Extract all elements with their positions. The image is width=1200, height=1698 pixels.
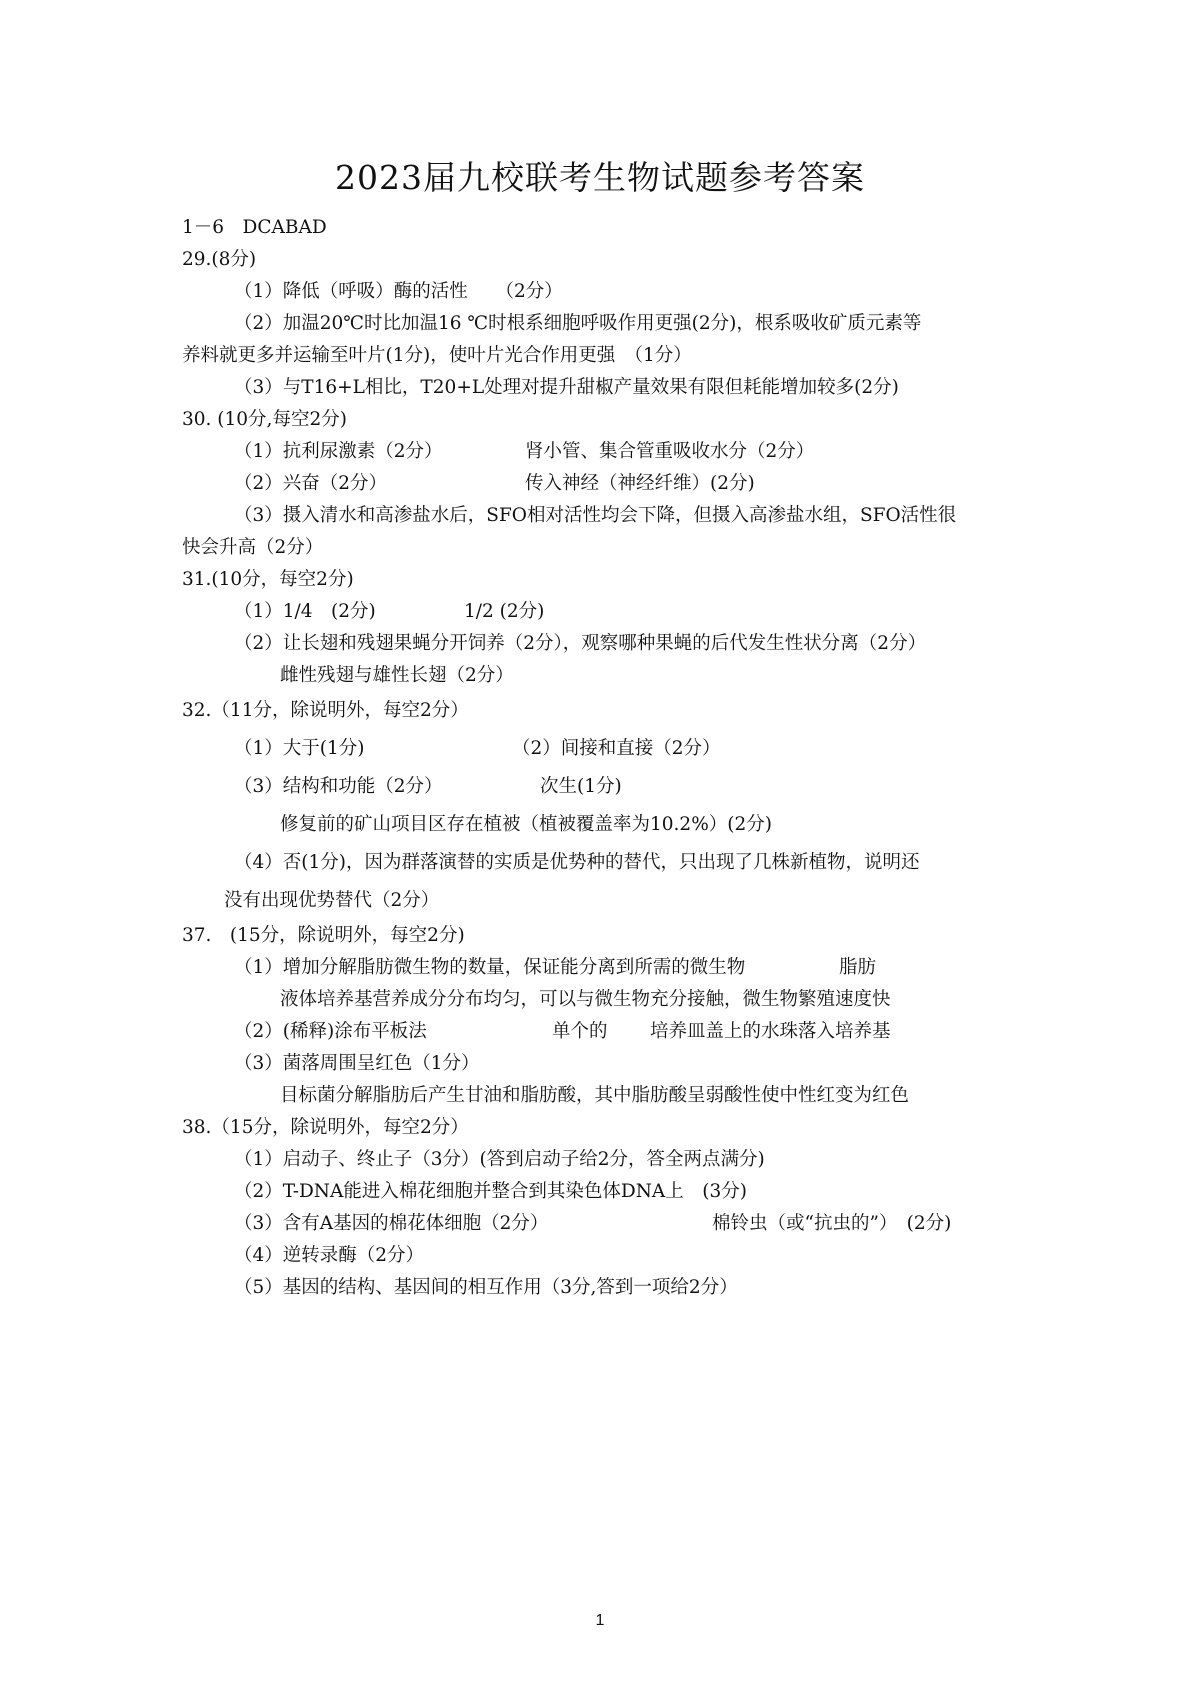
q38-part5: （5）基因的结构、基因间的相互作用（3分,答到一项给2分） [234, 1277, 738, 1298]
q32-part3-cont: 修复前的矿山项目区存在植被（植被覆盖率为10.2%）(2分) [280, 814, 772, 835]
q30-part2 [182, 468, 1032, 500]
q37-part1-b: 脂肪 [839, 957, 877, 978]
mc-answers: 1－6 DCABAD [182, 217, 327, 238]
q37-part3: （3）菌落周围呈红色（1分） [234, 1053, 480, 1074]
q29-part3: （3）与T16+L相比，T20+L处理对提升甜椒产量效果有限但耗能增加较多(2分) [234, 377, 899, 398]
q29-part1: （1）降低（呼吸）酶的活性 （2分） [234, 281, 563, 302]
q32-part3 [182, 768, 1032, 806]
q32-part1-a: （1）大于(1分) [234, 738, 365, 759]
q29-part2-cont: 养料就更多并运输至叶片(1分)，使叶片光合作用更强 （1分） [182, 345, 692, 366]
q32-part3-b: 次生(1分) [540, 776, 622, 797]
q37-part2-c: 培养皿盖上的水珠落入培养基 [650, 1021, 891, 1042]
q32-part4: （4）否(1分)，因为群落演替的实质是优势种的替代，只出现了几株新植物，说明还 [234, 852, 920, 873]
q37-part2-b: 单个的 [552, 1021, 608, 1042]
q29-heading: 29.(8分) [182, 249, 257, 270]
q30-part2-b: 传入神经（神经纤维）(2分) [525, 473, 755, 494]
q38-part3-a: （3）含有A基因的棉花体细胞（2分） [234, 1213, 549, 1234]
q37-part1-cont: 液体培养基营养成分分布均匀，可以与微生物充分接触，微生物繁殖速度快 [280, 989, 891, 1010]
q38-part3-b: 棉铃虫（或“抗虫的”） (2分) [712, 1213, 952, 1234]
q38-part1: （1）启动子、终止子（3分）(答到启动子给2分，答全两点满分) [234, 1149, 765, 1170]
q31-part1 [182, 596, 1032, 628]
q32-part3-a: （3）结构和功能（2分） [234, 776, 443, 797]
page-number: 1 [595, 1612, 605, 1629]
q31-heading: 31.(10分，每空2分) [182, 569, 354, 590]
q30-part3: （3）摄入清水和高渗盐水后，SFO相对活性均会下降，但摄入高渗盐水组，SFO活性很 [234, 505, 957, 526]
q37-part3-cont: 目标菌分解脂肪后产生甘油和脂肪酸，其中脂肪酸呈弱酸性使中性红变为红色 [280, 1085, 910, 1106]
q31-part2-cont: 雌性残翅与雄性长翅（2分） [280, 665, 514, 686]
q30-heading: 30. (10分,每空2分) [182, 409, 347, 430]
q37-part2 [182, 1016, 1032, 1048]
q37-part2-a: （2）(稀释)涂布平板法 [234, 1021, 427, 1042]
q38-part3 [182, 1208, 1032, 1240]
q32-heading: 32.（11分，除说明外，每空2分） [182, 700, 469, 721]
document-title: 2023届九校联考生物试题参考答案 [335, 158, 865, 197]
q38-heading: 38.（15分，除说明外，每空2分） [182, 1117, 469, 1138]
q31-part2: （2）让长翅和残翅果蝇分开饲养（2分），观察哪种果蝇的后代发生性状分离（2分） [234, 633, 927, 654]
q37-part1-a: （1）增加分解脂肪微生物的数量，保证能分离到所需的微生物 [234, 957, 746, 978]
q38-part4: （4）逆转录酶（2分） [234, 1245, 425, 1266]
q30-part1-b: 肾小管、集合管重吸收水分（2分） [525, 441, 815, 462]
q38-part2: （2）T-DNA能进入棉花细胞并整合到其染色体DNA上 (3分) [234, 1181, 747, 1202]
q32-part1 [182, 730, 1032, 768]
q32-part2: （2）间接和直接（2分） [512, 738, 721, 759]
q30-part1-a: （1）抗利尿激素（2分） [234, 441, 443, 462]
q32-part4-cont: 没有出现优势替代（2分） [224, 890, 440, 911]
q29-part2: （2）加温20℃时比加温16 ℃时根系细胞呼吸作用更强(2分)，根系吸收矿质元素等 [234, 313, 922, 334]
q30-part3-cont: 快会升高（2分） [182, 537, 324, 558]
q37-part1 [182, 952, 1032, 984]
answer-content [182, 212, 1032, 1304]
q31-part1-a: （1）1/4 (2分) [234, 601, 376, 622]
q31-part1-b: 1/2 (2分) [464, 601, 545, 622]
q30-part1 [182, 436, 1032, 468]
q37-heading: 37. (15分，除说明外，每空2分) [182, 925, 465, 946]
q30-part2-a: （2）兴奋（2分） [234, 473, 388, 494]
